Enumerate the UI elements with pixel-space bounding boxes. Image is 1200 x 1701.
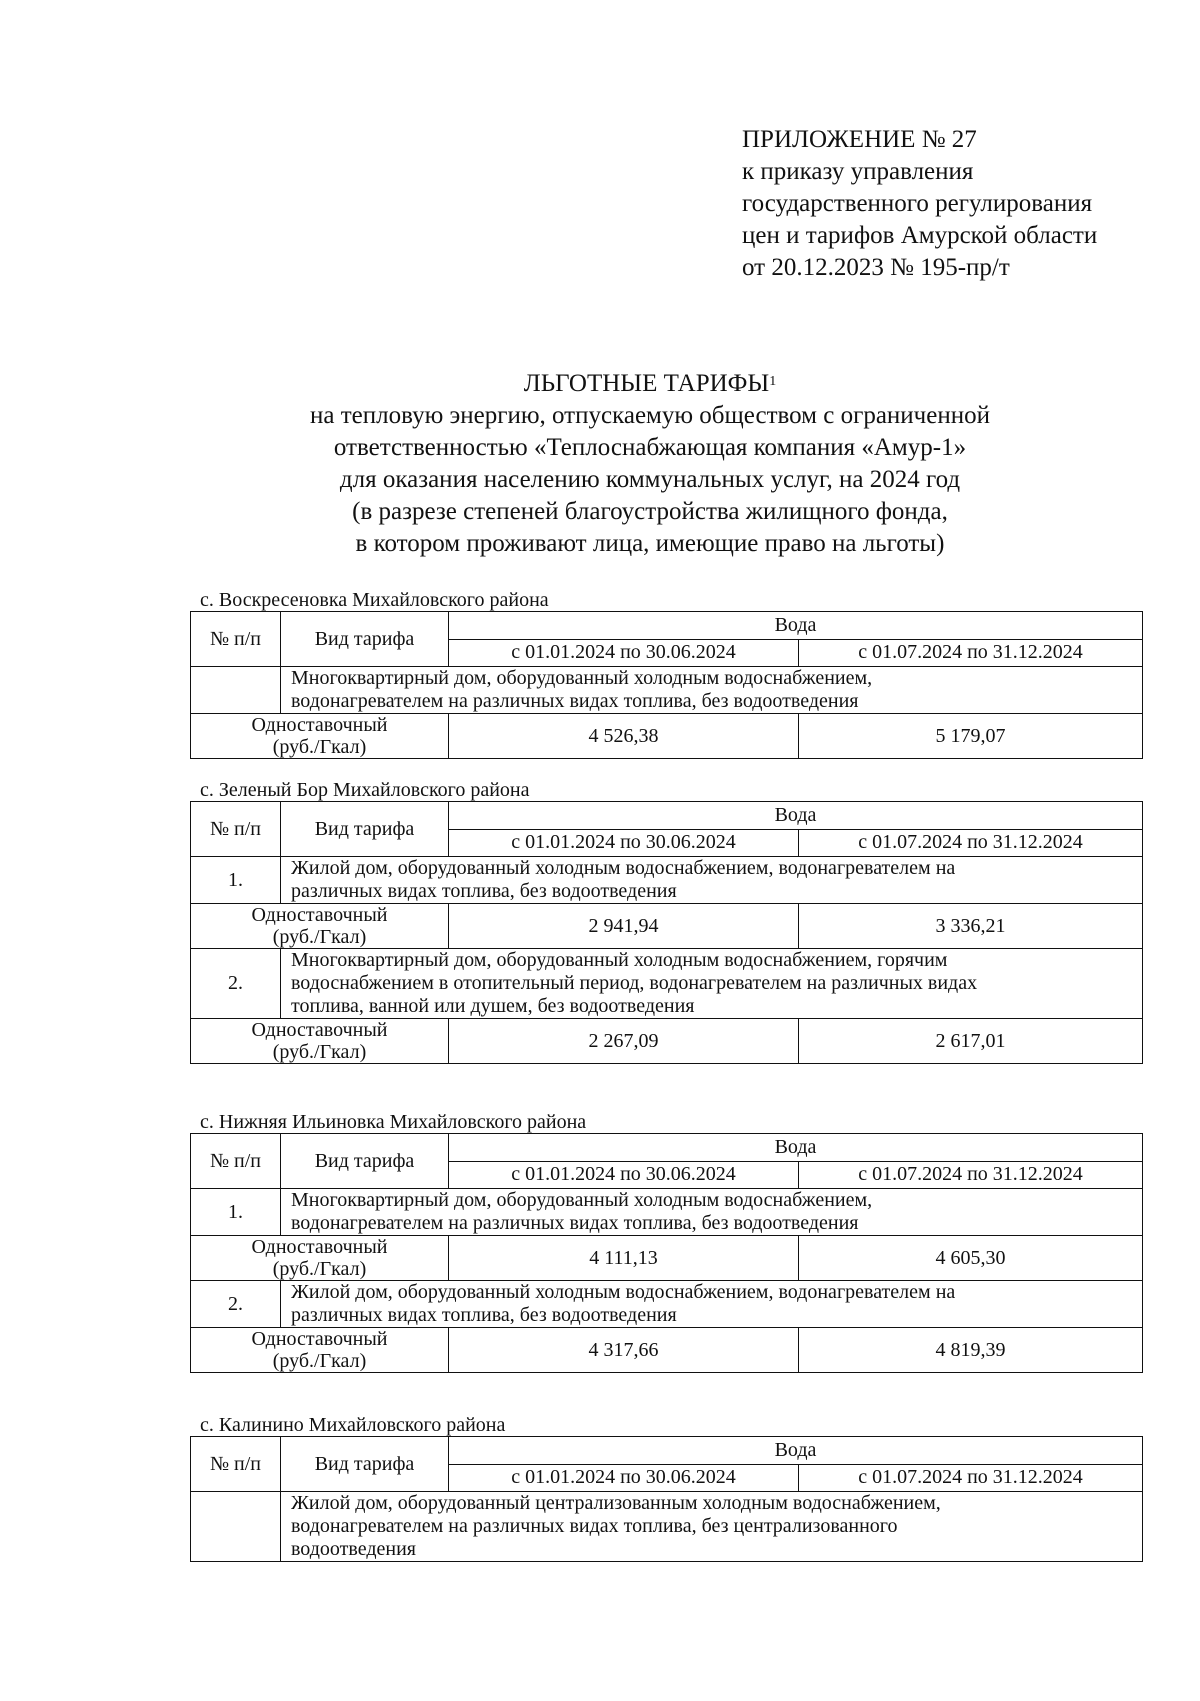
category-row	[191, 857, 1143, 904]
tariff-row	[191, 1236, 1143, 1281]
header-num: № п/п	[191, 612, 281, 667]
village-name: с. Зеленый Бор Михайловского района	[200, 779, 530, 801]
tariff-table	[190, 1133, 1143, 1373]
tariff-row	[191, 714, 1143, 759]
header-row	[191, 802, 1143, 830]
tariff-value-period-2: 3 336,21	[799, 904, 1143, 949]
tariff-kind-name: Одноставочный	[251, 1328, 388, 1350]
appendix-number: ПРИЛОЖЕНИЕ № 27	[742, 126, 977, 153]
category-row	[191, 1492, 1143, 1562]
header-period-2: с 01.07.2024 по 31.12.2024	[799, 639, 1143, 667]
tariff-unit: (руб./Гкал)	[272, 926, 367, 948]
header-period-1: с 01.01.2024 по 30.06.2024	[449, 829, 799, 857]
tariff-section	[190, 779, 1142, 1064]
tariff-value-period-1: 2 267,09	[449, 1019, 799, 1064]
title-main: ЛЬГОТНЫЕ ТАРИФЫ	[523, 370, 770, 397]
header-water: Вода	[449, 1437, 1143, 1465]
header-kind: Вид тарифа	[281, 1134, 449, 1189]
header-row	[191, 1437, 1143, 1465]
description-line: Жилой дом, оборудованный централизованным холодным водоснабжением,	[291, 1492, 941, 1514]
header-row	[191, 612, 1143, 640]
description-line: водоснабжением в отопительный период, водонагревателем на различных видах	[291, 972, 978, 994]
description-line: водонагревателем на различных видах топлива, без водоотведения	[291, 1212, 859, 1234]
tariff-value-period-1: 4 526,38	[449, 714, 799, 759]
tariff-value-period-2: 4 605,30	[799, 1236, 1143, 1281]
category-row	[191, 1281, 1143, 1328]
tariff-row	[191, 1019, 1143, 1064]
description-line: Многоквартирный дом, оборудованный холодным водоснабжением,	[291, 667, 873, 689]
header-num: № п/п	[191, 1134, 281, 1189]
description-line: водонагревателем на различных видах топлива, без централизованного	[291, 1515, 898, 1537]
tariff-unit: (руб./Гкал)	[272, 1350, 367, 1372]
header-period-2: с 01.07.2024 по 31.12.2024	[799, 829, 1143, 857]
tariff-table	[190, 1436, 1143, 1562]
header-period-1: с 01.01.2024 по 30.06.2024	[449, 639, 799, 667]
header-row	[191, 1134, 1143, 1162]
tariff-value-period-1: 4 317,66	[449, 1328, 799, 1373]
row-number	[191, 667, 281, 714]
category-description	[281, 949, 1143, 1019]
title-line: в котором проживают лица, имеющие право на льготы)	[355, 530, 945, 557]
description-line: различных видах топлива, без водоотведения	[291, 880, 677, 902]
tariff-kind	[191, 904, 449, 949]
document-title	[150, 368, 1150, 560]
category-description	[281, 1281, 1143, 1328]
appendix-line: государственного регулирования	[742, 190, 1093, 217]
tariff-unit: (руб./Гкал)	[272, 736, 367, 758]
category-description	[281, 667, 1143, 714]
tariff-row	[191, 1328, 1143, 1373]
tariff-value-period-2: 2 617,01	[799, 1019, 1143, 1064]
header-kind: Вид тарифа	[281, 612, 449, 667]
village-name: с. Воскресеновка Михайловского района	[200, 589, 549, 611]
footnote-mark: 1	[769, 374, 777, 389]
tariff-kind-name: Одноставочный	[251, 1236, 388, 1258]
header-water: Вода	[449, 802, 1143, 830]
category-description	[281, 1492, 1143, 1562]
tariff-value-period-2: 4 819,39	[799, 1328, 1143, 1373]
tariff-kind-name: Одноставочный	[251, 714, 388, 736]
category-description	[281, 857, 1143, 904]
category-row	[191, 1189, 1143, 1236]
tariff-unit: (руб./Гкал)	[272, 1258, 367, 1280]
village-name: с. Калинино Михайловского района	[200, 1414, 506, 1436]
header-water: Вода	[449, 612, 1143, 640]
header-period-1: с 01.01.2024 по 30.06.2024	[449, 1161, 799, 1189]
tariff-kind	[191, 1328, 449, 1373]
row-number: 2.	[191, 1281, 281, 1328]
header-num: № п/п	[191, 802, 281, 857]
tariff-section	[190, 1414, 1142, 1562]
title-line: на тепловую энергию, отпускаемую обществом с ограниченной	[310, 402, 990, 429]
category-row	[191, 667, 1143, 714]
header-period-2: с 01.07.2024 по 31.12.2024	[799, 1161, 1143, 1189]
appendix-line: к приказу управления	[742, 158, 974, 185]
tariff-kind	[191, 1019, 449, 1064]
tariff-kind-name: Одноставочный	[251, 1019, 388, 1041]
category-description	[281, 1189, 1143, 1236]
header-period-1: с 01.01.2024 по 30.06.2024	[449, 1464, 799, 1492]
description-line: Жилой дом, оборудованный холодным водоснабжением, водонагревателем на	[291, 1281, 956, 1303]
description-line: Многоквартирный дом, оборудованный холодным водоснабжением, горячим	[291, 949, 948, 971]
title-main-line	[150, 368, 1150, 400]
title-line: ответственностью «Теплоснабжающая компания «Амур-1»	[333, 434, 967, 461]
tariff-kind-name: Одноставочный	[251, 904, 388, 926]
description-line: Жилой дом, оборудованный холодным водоснабжением, водонагревателем на	[291, 857, 956, 879]
appendix-block	[742, 124, 1097, 284]
header-kind: Вид тарифа	[281, 1437, 449, 1492]
header-period-2: с 01.07.2024 по 31.12.2024	[799, 1464, 1143, 1492]
header-kind: Вид тарифа	[281, 802, 449, 857]
tariff-kind	[191, 1236, 449, 1281]
description-line: различных видах топлива, без водоотведения	[291, 1304, 677, 1326]
appendix-order-date: от 20.12.2023 № 195-пр/т	[742, 254, 1010, 281]
header-water: Вода	[449, 1134, 1143, 1162]
village-name: с. Нижняя Ильиновка Михайловского района	[200, 1111, 587, 1133]
category-row	[191, 949, 1143, 1019]
tariff-unit: (руб./Гкал)	[272, 1041, 367, 1063]
row-number	[191, 1492, 281, 1562]
description-line: Многоквартирный дом, оборудованный холодным водоснабжением,	[291, 1189, 873, 1211]
title-line: (в разрезе степеней благоустройства жилищного фонда,	[352, 498, 948, 525]
description-line: водонагревателем на различных видах топлива, без водоотведения	[291, 690, 859, 712]
tariff-table	[190, 801, 1143, 1064]
row-number: 1.	[191, 1189, 281, 1236]
tariff-kind	[191, 714, 449, 759]
tariff-section	[190, 1111, 1142, 1373]
tariff-row	[191, 904, 1143, 949]
description-line: водоотведения	[291, 1538, 416, 1560]
title-line: для оказания населению коммунальных услуг, на 2024 год	[339, 466, 961, 493]
tariff-section	[190, 589, 1142, 759]
description-line: топлива, ванной или душем, без водоотведения	[291, 995, 695, 1017]
row-number: 2.	[191, 949, 281, 1019]
header-num: № п/п	[191, 1437, 281, 1492]
row-number: 1.	[191, 857, 281, 904]
tariff-value-period-1: 4 111,13	[449, 1236, 799, 1281]
tariff-table	[190, 611, 1143, 759]
tariff-value-period-2: 5 179,07	[799, 714, 1143, 759]
appendix-line: цен и тарифов Амурской области	[742, 222, 1098, 249]
tariff-value-period-1: 2 941,94	[449, 904, 799, 949]
